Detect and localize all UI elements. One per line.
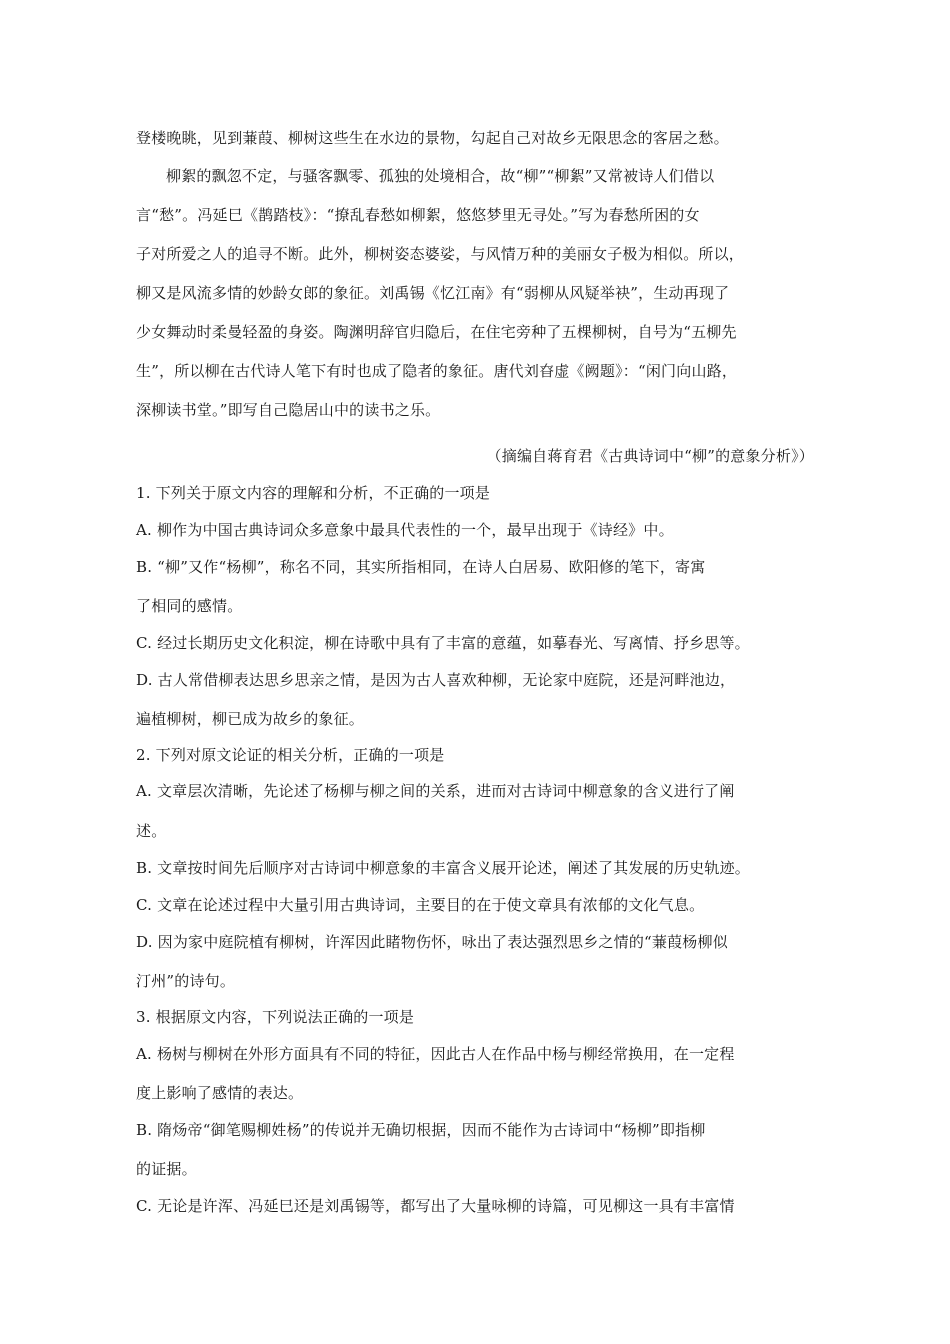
question-3-option-a-cont: 度上影响了感情的表达。 xyxy=(136,1084,304,1102)
passage-paragraph-line: 少女舞动时柔曼轻盈的身姿。陶渊明辞官归隐后，在住宅旁种了五棵柳树，自号为“五柳先 xyxy=(136,323,737,341)
question-2-stem: 2. 下列对原文论证的相关分析，正确的一项是 xyxy=(136,746,445,764)
question-2-option-d: D. 因为家中庭院植有柳树，许浑因此睹物伤怀，咏出了表达强烈思乡之情的“蒹葭杨柳似 xyxy=(136,933,728,951)
question-2-option-d-cont: 汀州”的诗句。 xyxy=(136,972,236,990)
passage-paragraph-line: 柳絮的飘忽不定，与骚客飘零、孤独的处境相合，故“柳”“柳絮”又常被诗人们借以 xyxy=(166,167,715,185)
passage-paragraph-line: 生”，所以柳在古代诗人笔下有时也成了隐者的象征。唐代刘昚虚《阙题》：“闲门向山路， xyxy=(136,362,738,380)
question-2-option-a: A. 文章层次清晰，先论述了杨柳与柳之间的关系，进而对古诗词中柳意象的含义进行了阐 xyxy=(136,782,735,800)
question-1-stem: 1. 下列关于原文内容的理解和分析，不正确的一项是 xyxy=(136,484,491,502)
passage-paragraph-line: 深柳读书堂。”即写自己隐居山中的读书之乐。 xyxy=(136,401,441,419)
passage-paragraph-line: 柳又是风流多情的妙龄女郎的象征。刘禹锡《忆江南》有“弱柳从风疑举袂”，生动再现了 xyxy=(136,284,730,302)
question-3-option-a: A. 杨树与柳树在外形方面具有不同的特征，因此古人在作品中杨与柳经常换用，在一定程 xyxy=(136,1045,735,1063)
question-3-option-b: B. 隋炀帝“御笔赐柳姓杨”的传说并无确切根据，因而不能作为古诗词中“杨柳”即指柳 xyxy=(136,1121,706,1139)
question-2-option-a-cont: 述。 xyxy=(136,822,167,840)
question-2-option-c: C. 文章在论述过程中大量引用古典诗词，主要目的在于使文章具有浓郁的文化气息。 xyxy=(136,896,705,914)
question-1-option-d: D. 古人常借柳表达思乡思亲之情，是因为古人喜欢种柳，无论家中庭院，还是河畔池边， xyxy=(136,671,736,689)
question-2-option-b: B. 文章按时间先后顺序对古诗词中柳意象的丰富含义展开论述，阐述了其发展的历史轨迹。 xyxy=(136,859,750,877)
question-3-option-b-cont: 的证据。 xyxy=(136,1160,197,1178)
passage-source: （摘编自蒋育君《古典诗词中“柳”的意象分析》） xyxy=(486,447,814,465)
question-1-option-c: C. 经过长期历史文化积淀，柳在诗歌中具有了丰富的意蕴，如摹春光、写离情、抒乡思等。 xyxy=(136,634,750,652)
question-3-stem: 3. 根据原文内容，下列说法正确的一项是 xyxy=(136,1008,415,1026)
question-3-option-c: C. 无论是许浑、冯延巳还是刘禹锡等，都写出了大量咏柳的诗篇，可见柳这一具有丰富情 xyxy=(136,1197,735,1215)
passage-paragraph-line: 子对所爱之人的追寻不断。此外，柳树姿态婆娑，与风情万种的美丽女子极为相似。所以， xyxy=(136,245,745,263)
passage-paragraph-line: 言“愁”。冯延巳《鹊踏枝》：“撩乱春愁如柳絮，悠悠梦里无寻处。”写为春愁所困的女 xyxy=(136,206,700,224)
question-1-option-b-cont: 了相同的感情。 xyxy=(136,597,243,615)
question-1-option-a: A. 柳作为中国古典诗词众多意象中最具代表性的一个，最早出现于《诗经》中。 xyxy=(136,521,674,539)
passage-continuation-line: 登楼晚眺，见到蒹葭、柳树这些生在水边的景物，勾起自己对故乡无限思念的客居之愁。 xyxy=(136,129,729,147)
question-1-option-d-cont: 遍植柳树，柳已成为故乡的象征。 xyxy=(136,710,365,728)
question-1-option-b: B. “柳”又作“杨柳”，称名不同，其实所指相同，在诗人白居易、欧阳修的笔下，寄寓 xyxy=(136,558,706,576)
